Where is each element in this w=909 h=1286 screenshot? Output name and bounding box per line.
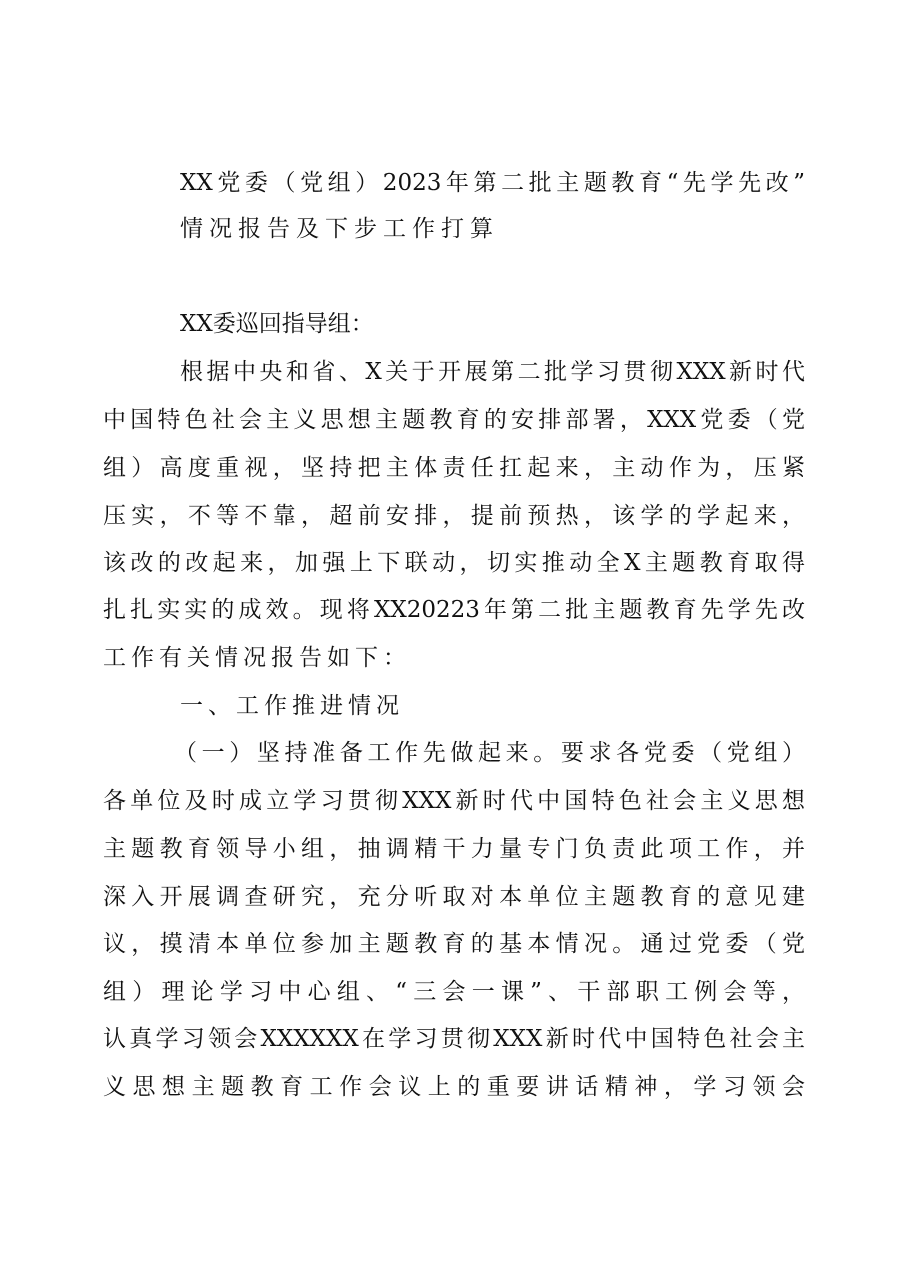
paragraph-line: 该改的改起来，加强上下联动，切实推动全X主题教育取得: [103, 550, 805, 576]
salutation: XX委巡回指导组：: [180, 311, 374, 337]
paragraph-line: 义思想主题教育工作会议上的重要讲话精神，学习领会: [103, 1074, 805, 1100]
paragraph-line: 工作有关情况报告如下：: [103, 645, 411, 671]
title-line-1: XX党委（党组）2023年第二批主题教育“先学先改”: [180, 170, 805, 196]
paragraph-line: 压实，不等不靠，超前安排，提前预热，该学的学起来，: [103, 503, 805, 529]
paragraph-line: 议，摸清本单位参加主题教育的基本情况。通过党委（党: [103, 931, 805, 957]
title-line-2: 情况报告及下步工作打算: [180, 216, 499, 242]
paragraph-line: 认真学习领会XXXXXX在学习贯彻XXX新时代中国特色社会主: [103, 1026, 805, 1052]
paragraph-line: 组）高度重视，坚持把主体责任扛起来，主动作为，压紧: [103, 455, 805, 481]
paragraph-line: 中国特色社会主义思想主题教育的安排部署，XXX党委（党: [103, 407, 805, 433]
paragraph-line: （一）坚持准备工作先做起来。要求各党委（党组）: [174, 740, 805, 766]
section-heading: 一、工作推进情况: [180, 693, 404, 719]
paragraph-line: 组）理论学习中心组、“三会一课”、干部职工例会等，: [103, 979, 805, 1005]
paragraph-line: 根据中央和省、X关于开展第二批学习贯彻XXX新时代: [180, 359, 805, 385]
paragraph-line: 深入开展调查研究，充分听取对本单位主题教育的意见建: [103, 884, 805, 910]
paragraph-line: 扎扎实实的成效。现将XX20223年第二批主题教育先学先改: [103, 597, 805, 623]
paragraph-line: 主题教育领导小组，抽调精干力量专门负责此项工作，并: [103, 836, 805, 862]
paragraph-line: 各单位及时成立学习贯彻XXX新时代中国特色社会主义思想: [103, 788, 805, 814]
